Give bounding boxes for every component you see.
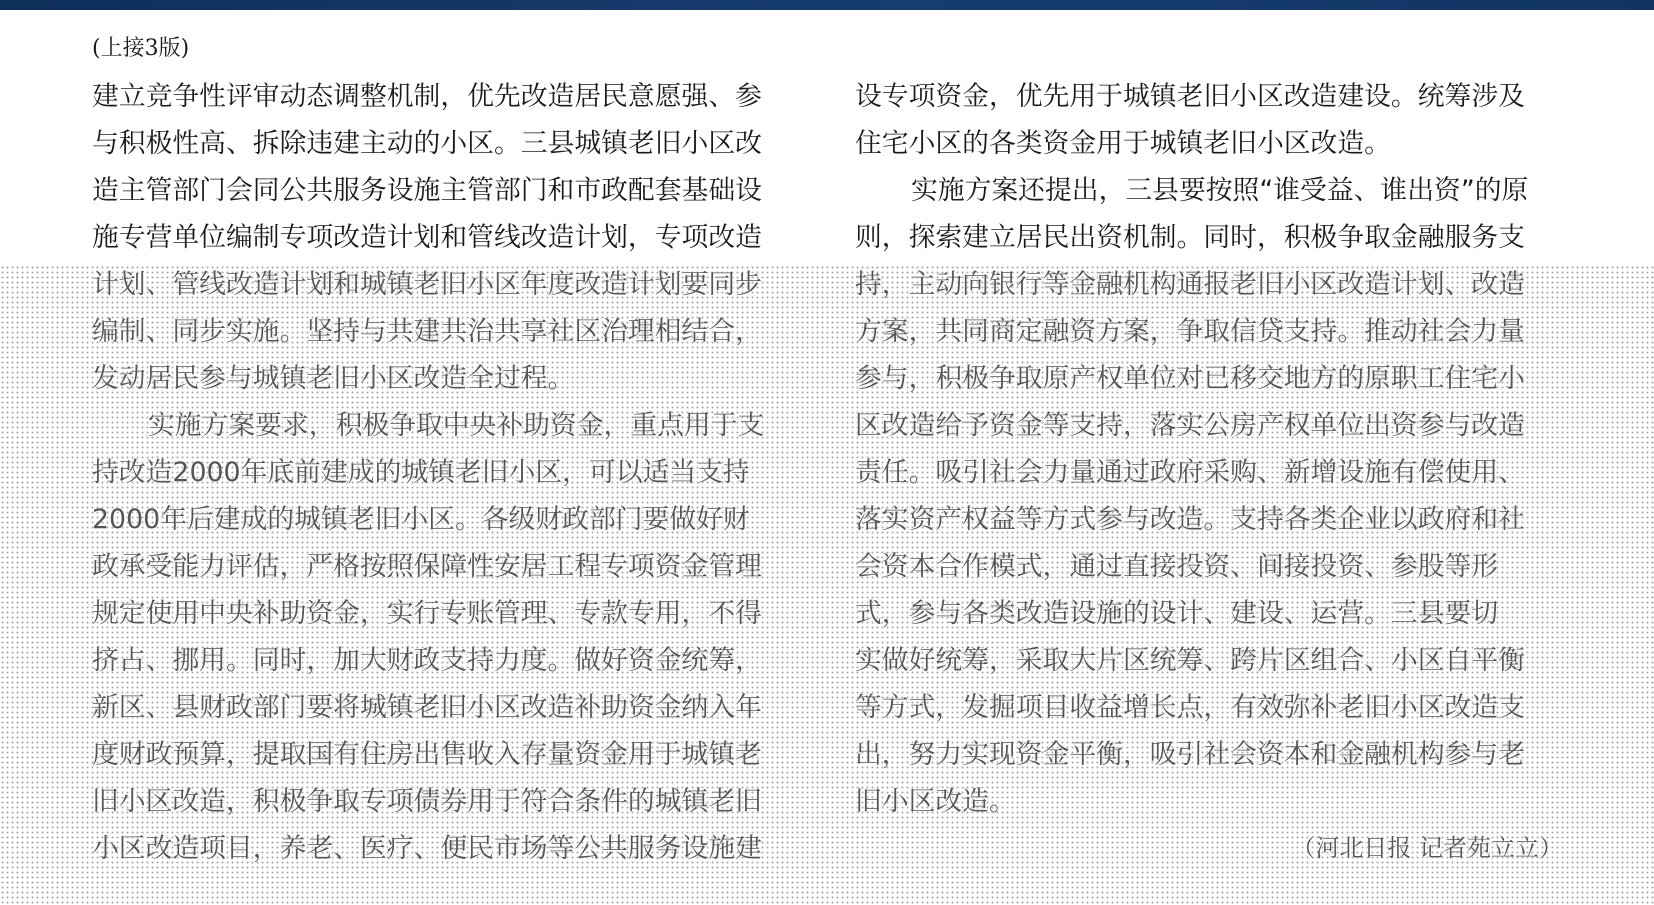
line-text: 小区改造项目，养老、医疗、便民市场等公共服务设施建	[92, 833, 762, 864]
text-line	[855, 214, 1575, 261]
text-line	[92, 261, 812, 308]
text-line	[855, 731, 1575, 778]
text-line	[855, 308, 1575, 355]
line-text: 挤占、挪用。同时，加大财政支持力度。做好资金统筹，	[92, 645, 762, 676]
line-text: 实做好统筹，采取大片区统筹、跨片区组合、小区自平衡	[855, 645, 1525, 676]
line-text: 编制、同步实施。坚持与共建共治共享社区治理相结合，	[92, 316, 762, 347]
line-text: 设专项资金，优先用于城镇老旧小区改造建设。统筹涉及	[855, 81, 1525, 112]
text-line	[855, 120, 1575, 167]
line-text: 造主管部门会同公共服务设施主管部门和市政配套基础设	[92, 175, 762, 206]
text-line	[855, 355, 1575, 402]
line-text: 旧小区改造。	[855, 786, 1016, 817]
line-text: 实施方案还提出，三县要按照“谁受益、谁出资”的原	[911, 175, 1529, 206]
line-text: 旧小区改造，积极争取专项债券用于符合条件的城镇老旧	[92, 786, 762, 817]
text-line	[92, 637, 812, 684]
line-text: 发动居民参与城镇老旧小区改造全过程。	[92, 363, 575, 394]
continued-from-note: (上接3版)	[92, 36, 190, 61]
text-line	[92, 543, 812, 590]
line-text: 落实资产权益等方式参与改造。支持各类企业以政府和社	[855, 504, 1525, 535]
text-line	[855, 637, 1575, 684]
line-text: 度财政预算，提取国有住房出售收入存量资金用于城镇老	[92, 739, 762, 770]
text-line	[92, 73, 812, 120]
line-text: 参与，积极争取原产权单位对已移交地方的原职工住宅小	[855, 363, 1525, 394]
line-text: 住宅小区的各类资金用于城镇老旧小区改造。	[855, 128, 1391, 159]
text-line	[92, 778, 812, 825]
line-text: 实施方案要求，积极争取中央补助资金，重点用于支	[148, 410, 765, 441]
text-line	[855, 778, 1575, 825]
paragraph-first-line	[855, 167, 1575, 214]
line-text: 政承受能力评估，严格按照保障性安居工程专项资金管理	[92, 551, 762, 582]
text-line	[855, 402, 1575, 449]
line-text: 区改造给予资金等支持，落实公房产权单位出资参与改造	[855, 410, 1525, 441]
text-line	[855, 261, 1575, 308]
line-text: 计划、管线改造计划和城镇老旧小区年度改造计划要同步	[92, 269, 762, 300]
text-line	[92, 355, 812, 402]
top-color-bar	[0, 0, 1654, 10]
text-line	[92, 684, 812, 731]
text-line	[92, 825, 812, 872]
text-line	[92, 590, 812, 637]
line-text: 持，主动向银行等金融机构通报老旧小区改造计划、改造	[855, 269, 1525, 300]
line-text: 持改造2000年底前建成的城镇老旧小区，可以适当支持	[92, 457, 750, 488]
line-text: 会资本合作模式，通过直接投资、间接投资、参股等形	[855, 551, 1499, 582]
text-line	[92, 308, 812, 355]
text-line	[92, 167, 812, 214]
article-column-right	[855, 73, 1575, 872]
paragraph-first-line	[92, 402, 812, 449]
reporter-byline	[855, 825, 1575, 872]
line-text: 则，探索建立居民出资机制。同时，积极争取金融服务支	[855, 222, 1525, 253]
text-line	[855, 684, 1575, 731]
text-line	[92, 120, 812, 167]
line-text: 与积极性高、拆除违建主动的小区。三县城镇老旧小区改	[92, 128, 762, 159]
line-text: 责任。吸引社会力量通过政府采购、新增设施有偿使用、	[855, 457, 1525, 488]
text-line	[855, 73, 1575, 120]
line-text: 出，努力实现资金平衡，吸引社会资本和金融机构参与老	[855, 739, 1525, 770]
line-text: 规定使用中央补助资金，实行专账管理、专款专用，不得	[92, 598, 762, 629]
line-text: 式，参与各类改造设施的设计、建设、运营。三县要切	[855, 598, 1499, 629]
line-text: 等方式，发掘项目收益增长点，有效弥补老旧小区改造支	[855, 692, 1525, 723]
text-line	[92, 496, 812, 543]
line-text: 施专营单位编制专项改造计划和管线改造计划，专项改造	[92, 222, 762, 253]
text-line	[855, 543, 1575, 590]
line-text: 建立竞争性评审动态调整机制，优先改造居民意愿强、参	[92, 81, 762, 112]
text-line	[855, 590, 1575, 637]
text-line	[92, 449, 812, 496]
article-column-left	[92, 73, 812, 872]
text-line	[92, 731, 812, 778]
byline-text: （河北日报 记者苑立立）	[1291, 834, 1563, 862]
text-line	[92, 214, 812, 261]
text-line	[855, 496, 1575, 543]
line-text: 2000年后建成的城镇老旧小区。各级财政部门要做好财	[92, 504, 750, 535]
line-text: 方案，共同商定融资方案，争取信贷支持。推动社会力量	[855, 316, 1525, 347]
line-text: 新区、县财政部门要将城镇老旧小区改造补助资金纳入年	[92, 692, 762, 723]
text-line	[855, 449, 1575, 496]
